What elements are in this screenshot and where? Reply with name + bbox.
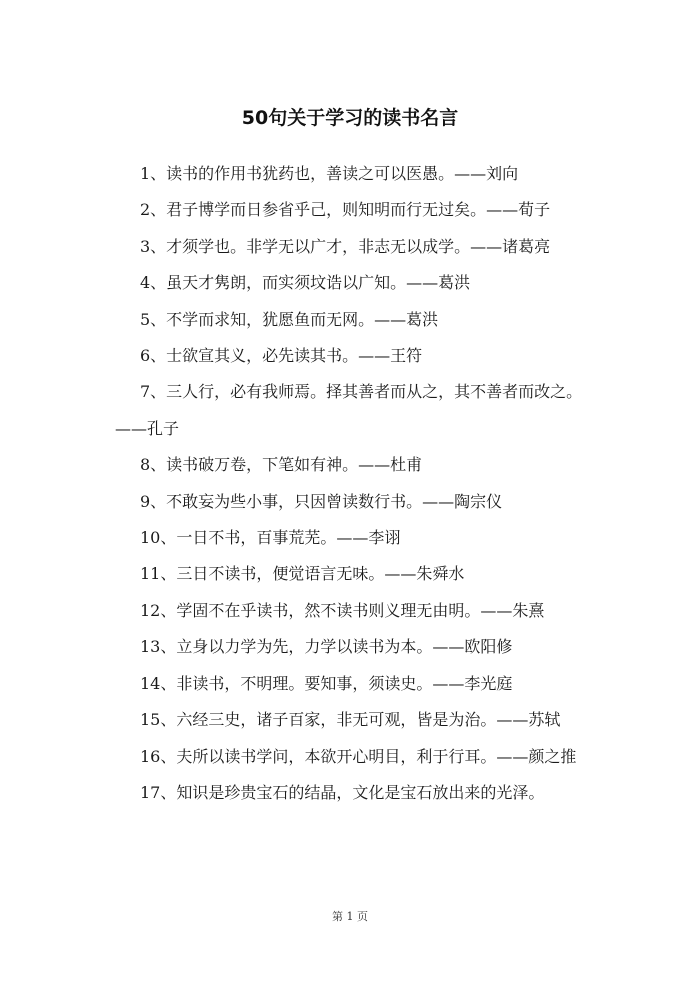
quote-item: 8、读书破万卷，下笔如有神。——杜甫: [140, 455, 423, 475]
quote-item: 6、士欲宣其义，必先读其书。——王符: [140, 346, 423, 366]
quote-item: 10、一日不书，百事荒芜。——李诩: [140, 528, 401, 548]
quote-item: 2、君子博学而日参省乎己，则知明而行无过矣。——荀子: [140, 200, 551, 220]
quote-item: 9、不敢妄为些小事，只因曾读数行书。——陶宗仪: [140, 491, 503, 511]
quote-item: 5、不学而求知，犹愿鱼而无网。——葛洪: [140, 309, 439, 329]
quote-item: 15、六经三史，诸子百家，非无可观，皆是为治。——苏轼: [140, 710, 561, 730]
quote-item: 7、三人行，必有我师焉。择其善者而从之，其不善者而改之。——孔子: [115, 382, 583, 438]
quote-item: 4、虽天才隽朗，而实须坟诰以广知。——葛洪: [140, 273, 471, 293]
quote-item: 13、立身以力学为先，力学以读书为本。——欧阳修: [140, 637, 513, 657]
quote-item: 17、知识是珍贵宝石的结晶，文化是宝石放出来的光泽。: [140, 782, 545, 802]
quote-item: 1、读书的作用书犹药也，善读之可以医愚。——刘向: [140, 164, 519, 183]
quote-item: 3、才须学也。非学无以广才，非志无以成学。——诸葛亮: [140, 236, 551, 256]
quote-list: [115, 156, 587, 811]
quote-item: 12、学固不在乎读书，然不读书则义理无由明。——朱熹: [140, 600, 545, 620]
quote-item: 14、非读书，不明理。要知事，须读史。——李光庭: [140, 673, 513, 693]
page-title: 50句关于学习的读书名言: [241, 107, 459, 129]
quote-item: 16、夫所以读书学问，本欲开心明目，利于行耳。——颜之推: [140, 746, 577, 766]
quote-item: 11、三日不读书，便觉语言无味。——朱舜水: [140, 564, 465, 584]
page-number: 第 1 页: [332, 910, 368, 923]
